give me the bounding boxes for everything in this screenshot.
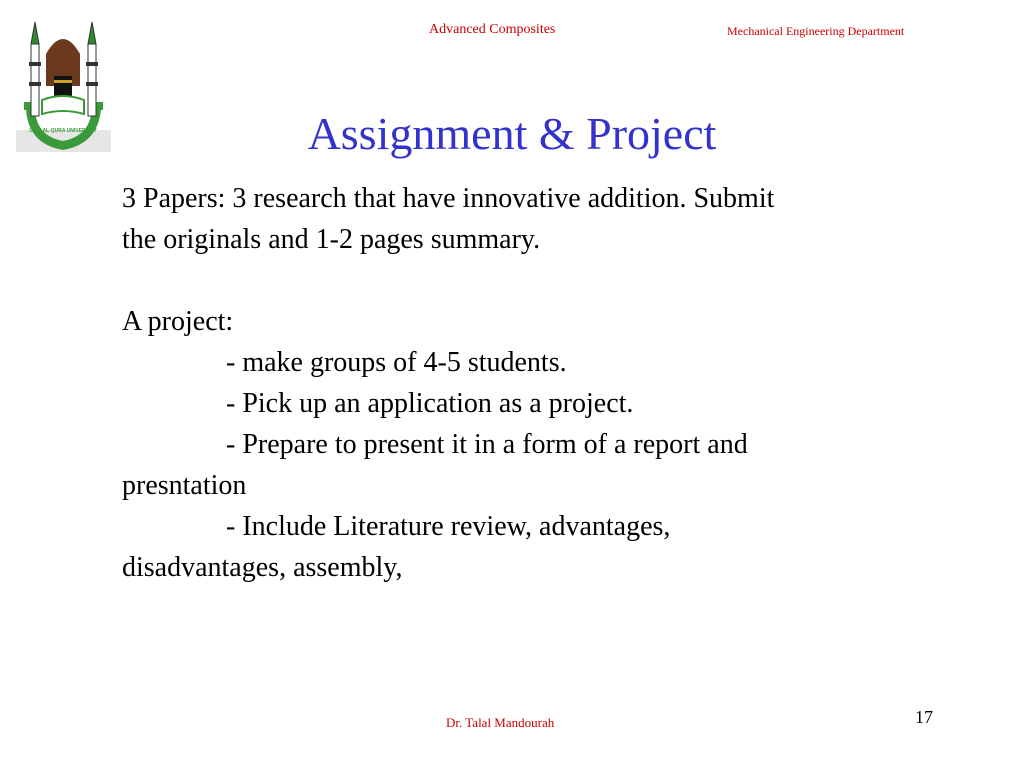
papers-line-2: the originals and 1-2 pages summary. (122, 224, 541, 255)
slide-title (0, 106, 1024, 162)
project-heading: A project: (122, 306, 234, 337)
slide-body (122, 178, 942, 588)
left-minaret-icon (29, 22, 41, 116)
project-item-3-line-2: presntation (122, 470, 247, 501)
project-item-2: - Pick up an application as a project. (226, 388, 634, 419)
project-item-3-line-1: - Prepare to present it in a form of a report and (226, 429, 748, 460)
spacer (122, 260, 942, 301)
footer-author: Dr. Talal Mandourah (446, 715, 555, 730)
project-item-4-line-1: - Include Literature review, advantages, (226, 511, 671, 542)
department-header: Mechanical Engineering Department (727, 24, 905, 38)
slide-title-text: Assignment & Project (307, 108, 717, 159)
course-header: Advanced Composites (429, 22, 556, 37)
project-item-1: - make groups of 4-5 students. (226, 347, 567, 378)
right-minaret-icon (86, 22, 98, 116)
papers-line-1: 3 Papers: 3 research that have innovative addition. Submit (122, 183, 775, 214)
project-item-4-line-2: disadvantages, assembly, (122, 552, 403, 583)
logo-text: UMM AL-QURA UNIVERSITY (29, 128, 97, 134)
page-number: 17 (915, 707, 933, 727)
